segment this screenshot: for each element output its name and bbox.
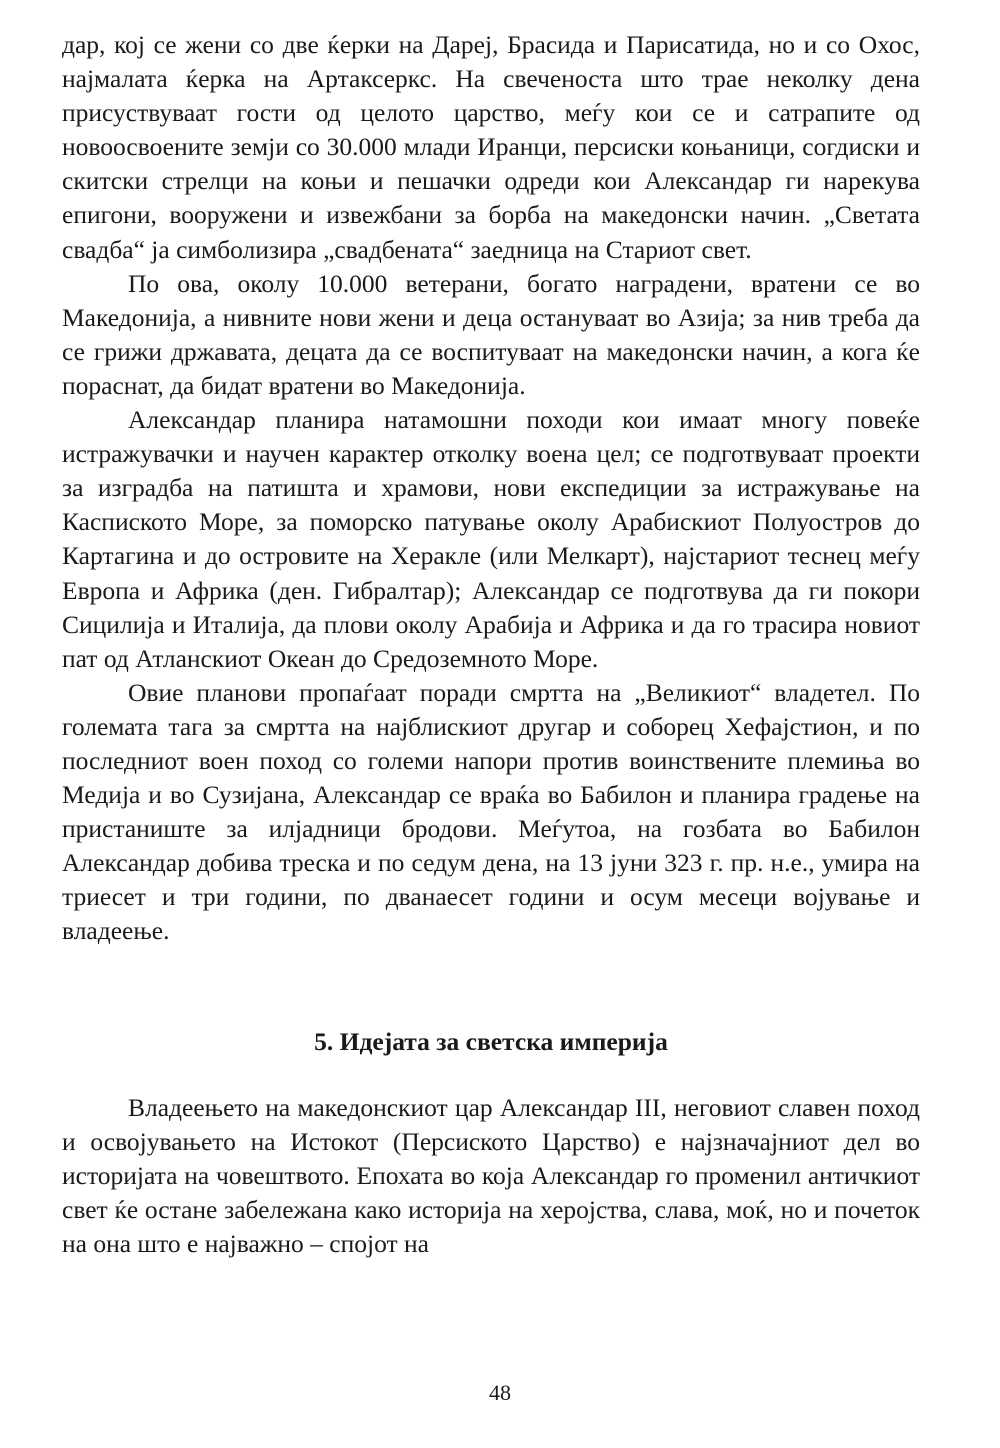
page-number: 48 <box>489 1380 511 1405</box>
paragraph-world-empire: Владеењето на македонскиот цар Александар III, неговиот славен поход и освојувањето на Истокот (Персиското Царство) е најзначајниот дел во историјата на човештвото. Епохата во која Александар го променил античкиот свет ќе остане забележана како историја на херојства, слава, моќ, но и почеток на она што е најважно – спојот на <box>62 1092 920 1258</box>
paragraph-plans: Александар планира натамошни походи кои имаат многу повеќе истражувачки и научен карактер отколку воена цел; се подготвуваат проекти за изградба на патишта и храмови, нови експедиции за истражување на Каспиското Море, за поморско патување околу Арабискиот Полуостров до Картагина и до островите на Херакле (или Мелкарт), најстариот теснец меѓу Европа и Африка (ден. Гибралтар); Александар се подготвува да ги покори Сицилија и Италија, да плови околу Арабија и Африка и да го трасира новиот пат од Атланскиот Океан до Средоземното Море. <box>62 405 920 673</box>
paragraph-veterans: По ова, околу 10.000 ветерани, богато наградени, вратени се во Македонија, а нивните нови жени и деца остануваат во Азија; за нив треба да се грижи државата, децата да се воспитуваат на македонски начин, а кога ќе пораснат, да бидат вратени во Македонија. <box>62 268 920 400</box>
paragraph-continuation: дар, кој се жени со две ќерки на Дареј, Брасида и Парисатида, но и со Охос, најмалата ќерка на Артаксеркс. На свеченоста што трае неколку дена присуствуваат гости од целото царство, меѓу кои се и сатрапите од новоосвоените земји со 30.000 млади Иранци, персиски коњаници, согдиски и скитски стрелци на коњи и пешачки одреди кои Александар ги нарекува епигони, вооружени и извежбани за борба на македонски начин. „Светата свадба“ ја симболизира „свадбената“ заедница на Стариот свет. <box>62 30 920 264</box>
paragraph-death: Овие планови пропаѓаат поради смртта на „Великиот“ владетел. По големата тага за смртта на најблискиот другар и соборец Хефајстион, и по последниот воен поход со големи напори против воинствените племиња во Медија и во Сузијана, Александар се враќа во Бабилон и планира градење на пристаниште за илјадници бродови. Меѓутоа, на гозбата во Бабилон Александар добива треска и по седум дена, на 13 јуни 323 г. пр. н.е., умира на триесет и три години, по дванаесет години и осум месеци војување и владеење. <box>62 677 920 946</box>
page-body <box>62 28 920 1261</box>
section-heading: 5. Идејата за светска империја <box>314 1026 668 1056</box>
